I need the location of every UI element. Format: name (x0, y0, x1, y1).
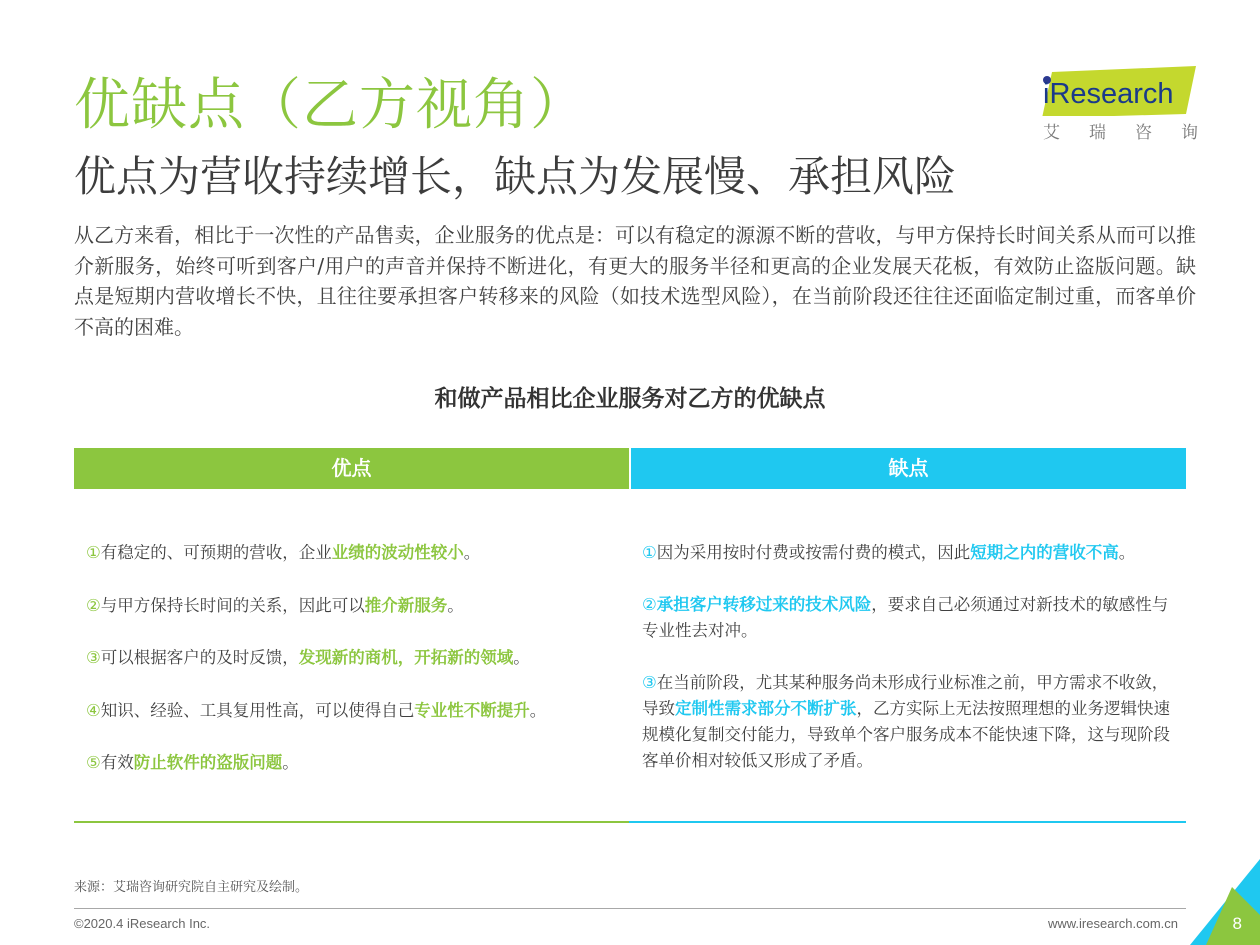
item-highlight: 定制性需求部分不断扩张 (675, 699, 857, 718)
item-number: ④ (86, 700, 101, 720)
item-text: 。 (447, 595, 464, 615)
copyright: ©2020.4 iResearch Inc. (74, 916, 211, 931)
pros-item (86, 750, 616, 776)
item-number: ② (642, 595, 657, 614)
item-text: 因为采用按时付费或按需付费的模式，因此 (656, 543, 971, 562)
source-note: 来源：艾瑞咨询研究院自主研究及绘制。 (74, 880, 309, 895)
item-text: ，要求自己必须通过对新技术的敏感性与专业性去对冲。 (642, 595, 1169, 640)
cons-header: 缺点 (631, 448, 1186, 489)
cons-bottom-rule (629, 821, 1186, 823)
corner-decoration-icon (1190, 859, 1260, 945)
item-text: 。 (513, 648, 530, 667)
cons-item (642, 670, 1182, 774)
logo-char: 咨 (1135, 123, 1152, 143)
item-number: ③ (642, 673, 657, 692)
page-title: 优缺点（乙方视角） (74, 73, 587, 138)
item-text: 。 (463, 543, 481, 562)
pros-item (86, 593, 616, 619)
logo-char: 询 (1181, 123, 1198, 143)
page-subtitle: 优点为营收持续增长，缺点为发展慢、承担风险 (74, 152, 957, 201)
item-highlight: 业绩的波动性较小 (331, 543, 464, 562)
logo-chinese-name (1043, 122, 1198, 144)
item-text: 与甲方保持长时间的关系，因此可以 (100, 595, 365, 615)
item-text: 知识、经验、工具复用性高，可以使得自己 (100, 700, 415, 720)
item-highlight: 专业性不断提升 (414, 700, 530, 720)
item-number: ⑤ (86, 753, 101, 772)
logo-char: 艾 (1043, 123, 1060, 143)
intro-paragraph: 从乙方来看，相比于一次性的产品售卖，企业服务的优点是：可以有稳定的源源不断的营收，与甲方保持长时间关系从而可以推介新服务，始终可听到客户/用户的声音并保持不断进化，有更大的服务半径和更高的企业发展天花板，有效防止盗版问题。缺点是短期内营收增长不快，且往往要承担客户转移来的风险（如技术选型风险），在当前阶段还往往还面临定制过重，而客单价不高的困难。 (74, 223, 1196, 339)
pros-item (86, 698, 616, 724)
pros-item (86, 540, 616, 566)
pros-header: 优点 (74, 448, 629, 489)
item-text: 有效 (100, 753, 134, 772)
item-text: 可以根据客户的及时反馈， (100, 648, 299, 667)
pros-bottom-rule (74, 821, 629, 823)
website-link[interactable]: www.iresearch.com.cn (1047, 916, 1178, 931)
item-text: 。 (282, 753, 299, 772)
iresearch-logo (1038, 64, 1198, 146)
item-text: ，乙方实际上无法按照理想的业务逻辑快速规模化复制交付能力，导致单个客户服务成本不能快速下降，这与现阶段客单价相对较低又形成了矛盾。 (642, 699, 1170, 770)
item-text: 有稳定的、可预期的营收，企业 (100, 543, 332, 562)
item-text: 在当前阶段，尤其某种服务尚未形成行业标准之前，甲方需求不收敛，导致 (642, 673, 1169, 718)
cons-column (642, 540, 1182, 800)
item-text: 。 (1118, 543, 1136, 562)
item-number: ② (86, 595, 101, 615)
item-number: ① (642, 543, 657, 562)
cons-item (642, 540, 1182, 566)
table-title: 和做产品相比企业服务对乙方的优缺点 (434, 386, 826, 412)
item-number: ① (86, 543, 101, 562)
logo-char: 瑞 (1089, 123, 1106, 143)
item-highlight: 短期之内的营收不高 (970, 543, 1119, 562)
item-text: 。 (529, 700, 547, 720)
item-highlight: 防止软件的盗版问题 (133, 753, 283, 772)
item-highlight: 推介新服务 (364, 595, 448, 615)
item-number: ③ (86, 648, 101, 667)
footer-divider (74, 908, 1186, 909)
pros-column (86, 540, 616, 803)
item-highlight: 发现新的商机，开拓新的领域 (298, 648, 514, 667)
item-highlight: 承担客户转移过来的技术风险 (656, 595, 872, 614)
cons-item (642, 592, 1182, 644)
pros-item (86, 645, 616, 671)
logo-wordmark: iResearch (1043, 78, 1174, 110)
page-number: 8 (1232, 914, 1242, 933)
